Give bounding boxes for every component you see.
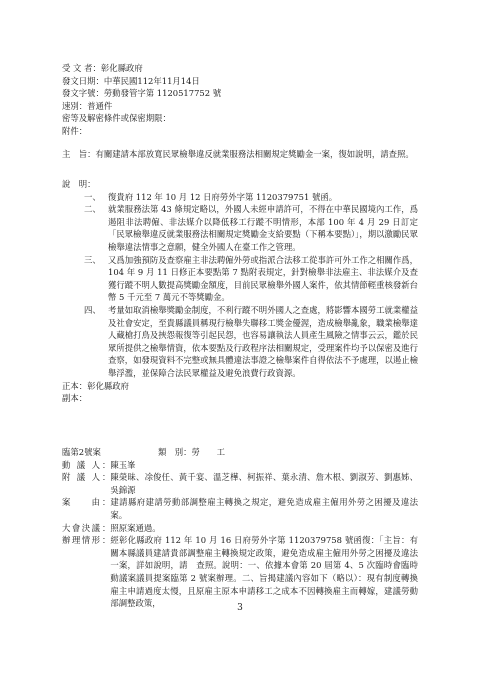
recipient-line: 受 文 者：彰化縣政府 (62, 63, 143, 73)
cosigners-names: 陳榮昧、凃俊任、黃千宴、溫芝樺、柯振祥、葉永清、詹木根、劉淑芳、劉惠姊、吳錦源 (110, 472, 418, 495)
resolution-text: 照原案通過。 (110, 522, 161, 533)
proposer-name: 陳玉峯 (110, 459, 136, 470)
main-recipient-line: 正本：彰化縣政府 (62, 380, 129, 391)
subject-section (62, 148, 418, 161)
secrecy-line: 密等及解密條件或保密期限： (62, 113, 171, 124)
explanation-item: 四、 考量如取消檢舉獎勵金制度，不利行蹤不明外國人之查處，將影響本國勞工就業權益及社會安定，至貴縣議員稱現行檢舉失聯移工獎金優渥，造成檢舉亂象，職業檢舉達人藏槍打鳥及挾怨報復等引起民怨，也容易讓執法人員產生風險之情事云云，鑑於民眾所提供之檢舉情資，依本要點及行政程序法相關規定，受理案件均予以保密及進行查察，如發現資料不完整或無具體違法事證之檢舉案件自得依法不予處理，以遏止檢舉浮濫，並保障合法民眾權益及避免浪費行政資源。 (84, 304, 418, 378)
case-category: 類 別：勞 工 (158, 447, 225, 457)
cosigners-label: 附議人 (62, 472, 100, 483)
case-reference-number: 臨第2號案 (62, 447, 101, 457)
explanation-item: 一、 復貴府 112 年 10 月 12 日府勞外字第 1120379751 號函。 (84, 191, 338, 202)
handling-label: 辦理情形 (62, 535, 100, 546)
proposer-label: 動議人 (62, 459, 100, 470)
meeting-record: 臨第2號案 類 別：勞 工 動議人 ： 陳玉峯 附議人 ： 陳榮昧、凃俊任、黃千宴、溫芝樺、柯振祥、葉永清、詹木根、劉淑芳、劉惠姊、吳錦源 案由 ： 建請縣府建請勞動部調整雇主轉換之規定，避免造成雇主僱用外勞之困擾及違法案。 大會決議 ： 照原案通過。 辦理情形 ： 經彰化縣政府 112 年 10 月 16 日府勞外字第 1120379758 號函復：「主旨：有關本縣議員建請貴部調整雇主轉換規定政策，避免造成雇主僱用外勞之困擾及違法一案，詳如說明，請 查照。說明：一、依據本會第 20 屆第 4、5 次臨時會臨時動議案議員提案臨第 2 號案辦理。二、旨揭建議內容如下（略以）：現有制度轉換雇主申請過度太慢，且原雇主原本申請移工之成本不因轉換雇主而轉嫁，建議勞動部調整政策， (62, 447, 418, 609)
explanation-label: 說 明： (62, 179, 96, 189)
page-number: 3 (237, 603, 243, 613)
explanation-item: 二、 就業服務法第 43 條規定略以，外國人未經申請許可，不得在中華民國境內工作，爲遏阻非法聘僱、非法媒介以降低移工行蹤不明情形，本部 100 年 4 月 29 日訂定「民眾檢舉違反就業服務法相關規定獎勵金支給要點（下稱本要點）」，期以激勵民眾檢舉違法情事之意願，健全外國人在臺工作之管理。 (84, 204, 418, 252)
attachment-line: 附件： (62, 125, 88, 136)
document-number-line: 發文字號：勞動發管字第 1120517752 號 (62, 88, 222, 99)
case-text: 建請縣府建請勞動部調整雇主轉換之規定，避免造成雇主僱用外勞之困擾及違法案。 (110, 497, 418, 520)
resolution-label: 大會決議 (62, 522, 100, 533)
case-label: 案由 (62, 497, 100, 508)
subject-label: 主 旨： (62, 149, 96, 159)
explanation-section (62, 178, 418, 405)
issue-date-line: 發文日期：中華民國112年11月14日 (62, 75, 200, 86)
document-header (62, 62, 418, 138)
subject-text: 有關建請本部放寬民眾檢舉違反就業服務法相關規定獎勵金一案，復如說明，請查照。 (95, 149, 414, 159)
explanation-item: 三、 又爲加強預防及查察雇主非法聘僱外勞或指派合法移工從事許可外工作之相關作爲，104 年 9 月 11 日修正本要點第 7 點附表規定，針對檢舉非法雇主、非法媒介及查獲行蹤不明人數提高獎勵金額度，目前民眾檢舉外國人案件，依其情節輕重核發新台幣 5 千元至 7 萬元不等獎勵金。 (84, 254, 418, 303)
copy-recipient-line: 副本： (62, 393, 88, 404)
handling-text: 經彰化縣政府 112 年 10 月 16 日府勞外字第 1120379758 號函復：「主旨：有關本縣議員建請貴部調整雇主轉換規定政策，避免造成雇主僱用外勞之困擾及違法一案，詳如說明，請 查照。說明：一、依據本會第 20 屆第 4、5 次臨時會臨時動議案議員提案臨第 2 號案辦理。二、旨揭建議內容如下（略以）：現有制度轉換雇主申請過度太慢，且原雇主原本申請移工之成本不因轉換雇主而轉嫁，建議勞動部調整政策， (110, 535, 418, 609)
speed-line: 速別：普通件 (62, 100, 113, 111)
